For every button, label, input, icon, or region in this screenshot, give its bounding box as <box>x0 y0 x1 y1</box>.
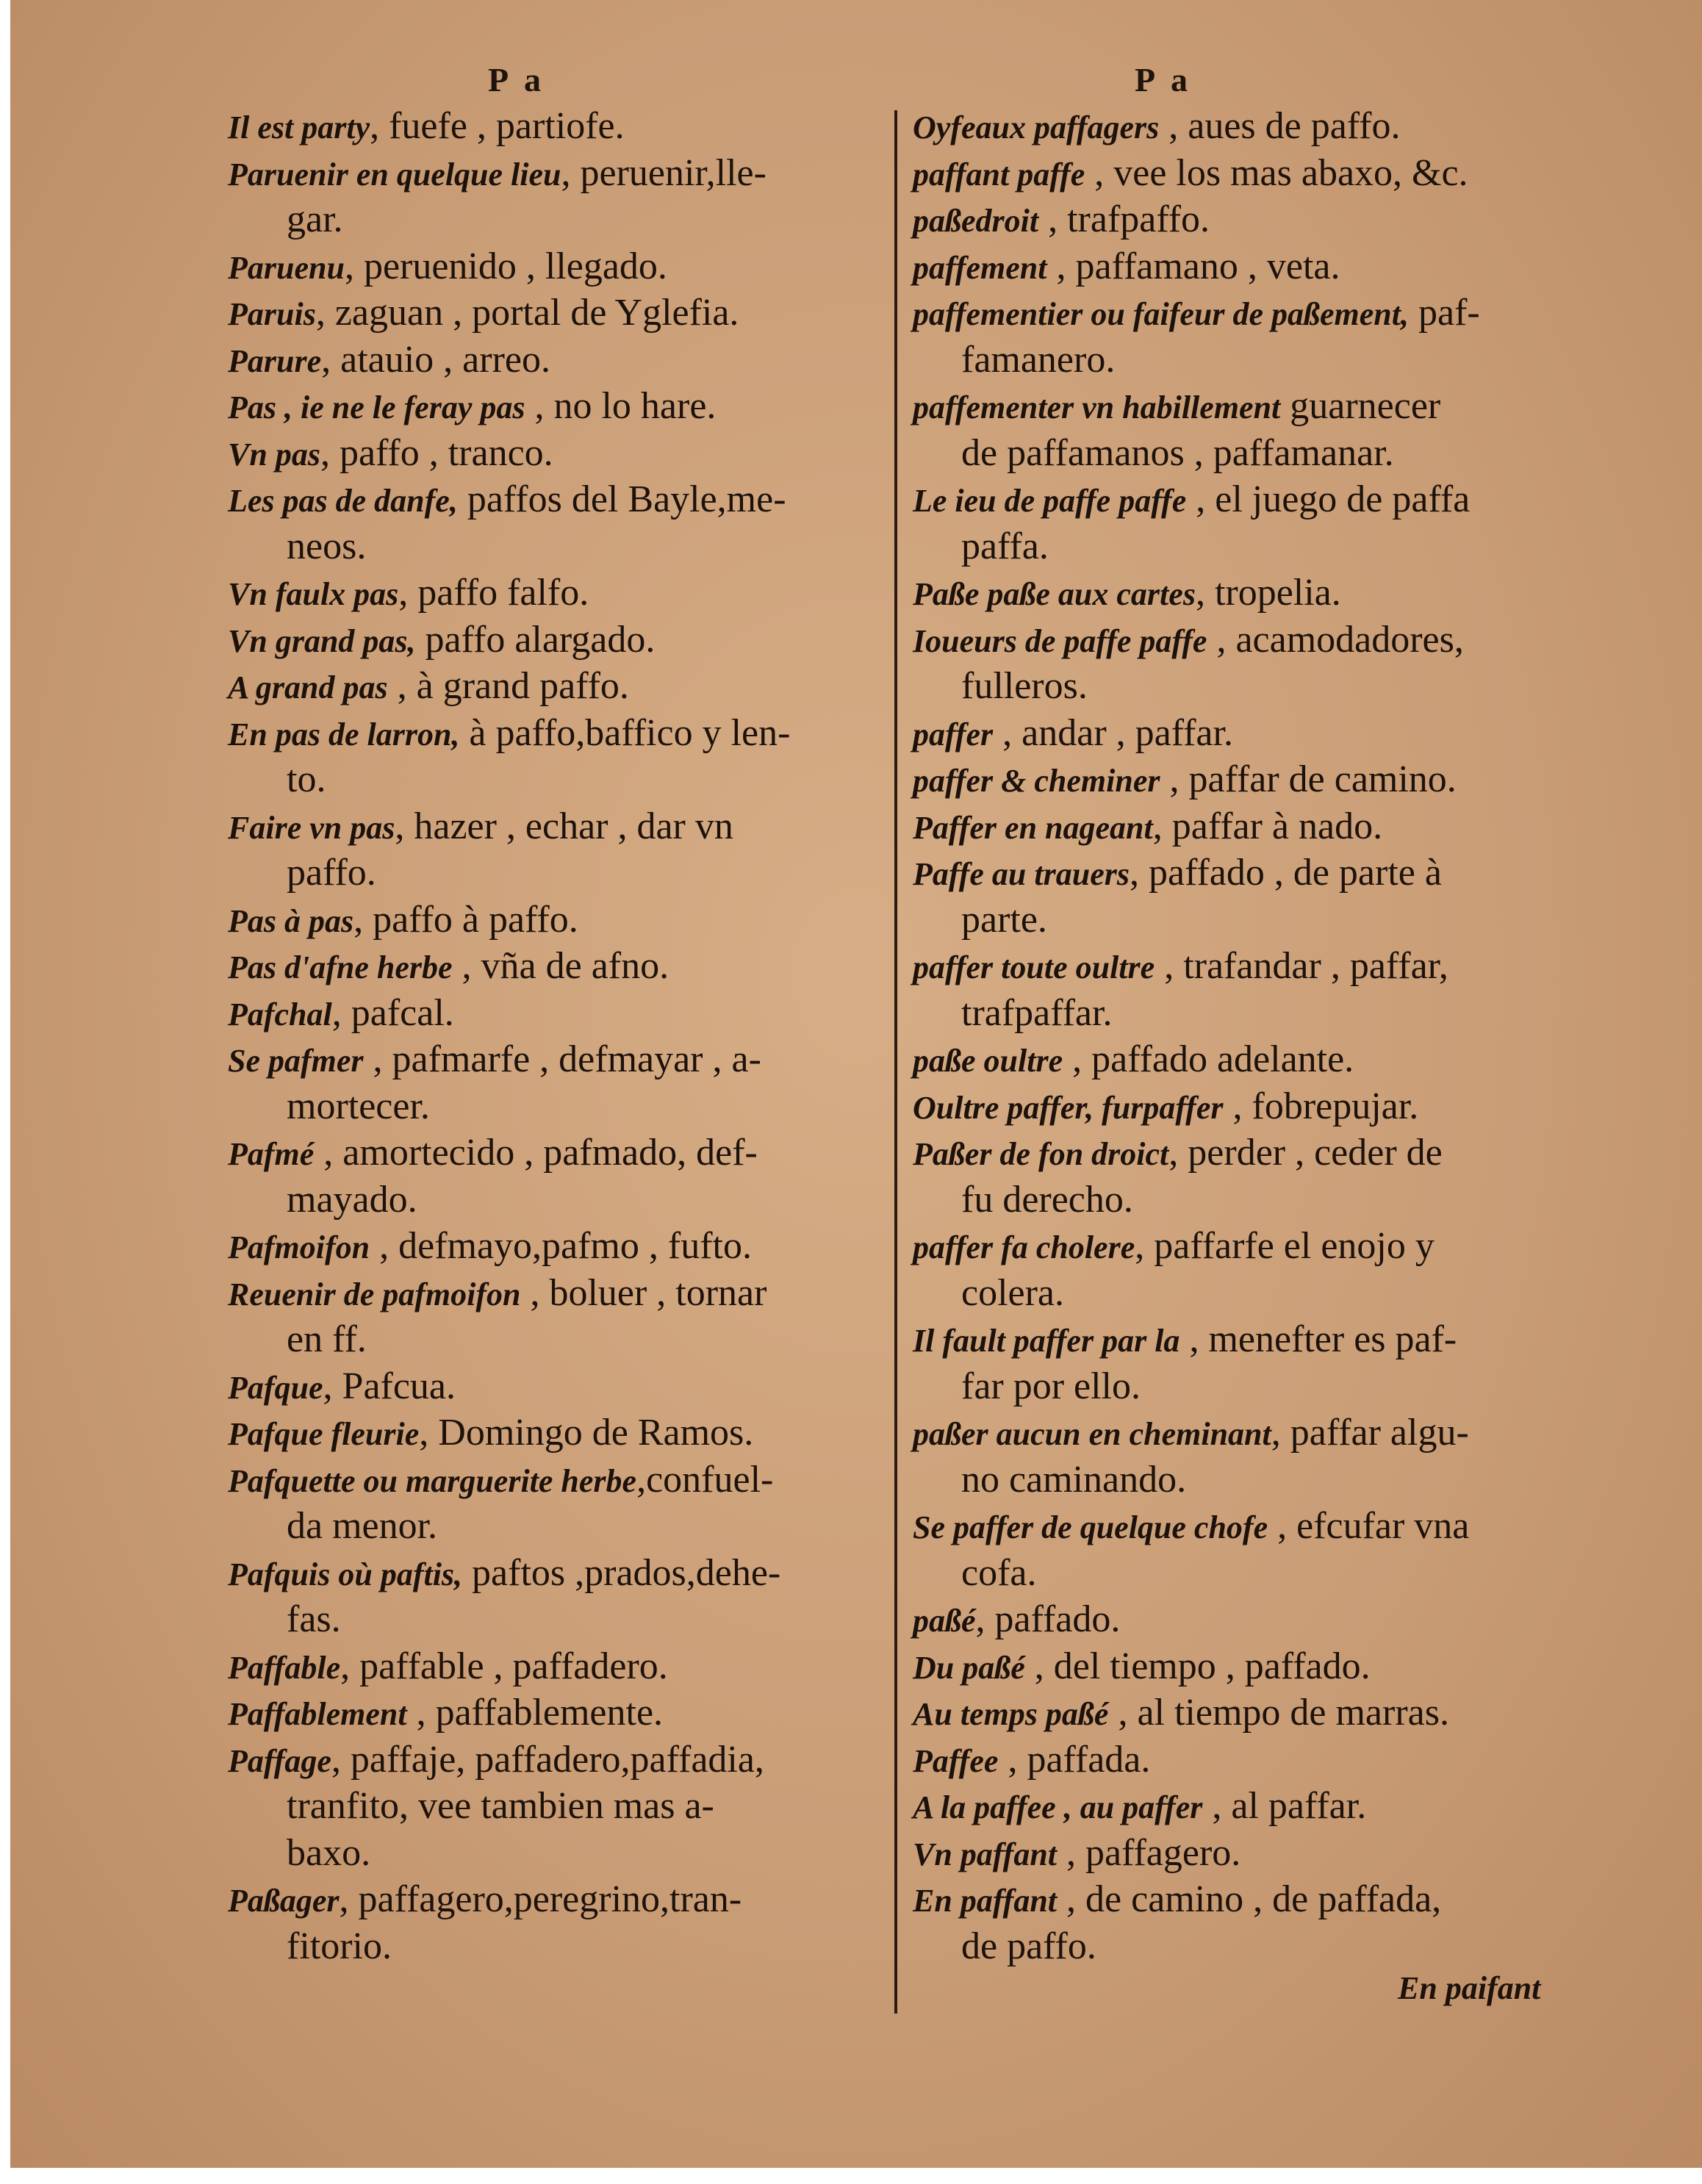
entry-term: paffementer vn habillement <box>913 389 1281 425</box>
dictionary-line <box>913 1596 1574 1643</box>
dictionary-line <box>913 1689 1574 1736</box>
entry-term: paffer toute oultre <box>913 949 1155 985</box>
entry-gloss: , paffo à paffo. <box>353 898 578 941</box>
entry-gloss: ,confuel- <box>636 1458 774 1501</box>
entry-term: Du paßé <box>913 1649 1025 1686</box>
entry-gloss: no caminando. <box>961 1458 1187 1501</box>
entry-term: A la paffee , au paffer <box>913 1789 1203 1825</box>
entry-gloss: trafpaffar. <box>961 991 1113 1034</box>
entry-gloss: , paffamano , veta. <box>1046 245 1340 287</box>
entry-gloss: , amortecido , pafmado, def- <box>314 1132 758 1174</box>
entry-gloss: , vña de afno. <box>452 945 669 987</box>
entry-gloss: , perder , ceder de <box>1168 1132 1443 1174</box>
dictionary-line <box>913 897 1574 944</box>
entry-term: Pafmoifon <box>228 1229 370 1265</box>
entry-gloss: de paffamanos , paffamanar. <box>961 431 1394 474</box>
entry-term: Paffage <box>228 1742 331 1779</box>
entry-term: Paffe au trauers <box>913 856 1130 892</box>
entry-gloss: , menefter es paf- <box>1179 1318 1457 1360</box>
entry-gloss: , Domingo de Ramos. <box>419 1412 754 1454</box>
column-rule <box>894 110 897 2014</box>
dictionary-line <box>913 1456 1574 1504</box>
dictionary-line <box>913 103 1574 150</box>
right-running-head: P a <box>1135 61 1193 98</box>
entry-term: Se paffer de quelque chofe <box>913 1509 1268 1545</box>
entry-gloss: , paffarfe el enojo y <box>1135 1225 1435 1267</box>
entry-gloss: paf- <box>1409 292 1480 334</box>
entry-gloss: , paffar de camino. <box>1160 758 1457 800</box>
catchword: En paifant <box>1398 1970 1541 2006</box>
left-column <box>228 103 875 1969</box>
dictionary-line <box>228 1177 875 1224</box>
dictionary-line <box>228 1129 875 1177</box>
dictionary-line <box>913 803 1574 850</box>
dictionary-line <box>913 337 1574 384</box>
dictionary-line <box>228 1783 875 1830</box>
entry-gloss: , paffagero,peregrino,tran- <box>339 1878 742 1920</box>
entry-gloss: , hazer , echar , dar vn <box>395 805 733 847</box>
entry-term: Pas , ie ne le feray pas <box>228 389 525 425</box>
entry-term: Vn grand pas, <box>228 622 416 659</box>
dictionary-line <box>228 1363 875 1410</box>
entry-gloss: , andar , paffar. <box>993 711 1233 754</box>
dictionary-line <box>228 943 875 990</box>
entry-gloss: , paffar algu- <box>1271 1412 1469 1454</box>
entry-term: Il fault paffer par la <box>913 1323 1180 1359</box>
dictionary-line <box>913 1129 1574 1177</box>
entry-gloss: cofa. <box>961 1551 1037 1594</box>
entry-gloss: , acamodadores, <box>1207 618 1464 661</box>
entry-term: Pafque fleurie <box>228 1416 420 1452</box>
entry-term: paßer aucun en cheminant <box>913 1416 1271 1452</box>
entry-gloss: colera. <box>961 1271 1065 1314</box>
dictionary-line <box>913 1177 1574 1224</box>
dictionary-line <box>228 430 875 477</box>
entry-gloss: tranfito, vee tambien mas a- <box>287 1785 714 1827</box>
dictionary-line <box>228 1036 875 1083</box>
entry-term: Pafmé <box>228 1136 315 1172</box>
dictionary-line <box>913 476 1574 523</box>
dictionary-line <box>228 1689 875 1736</box>
entry-gloss: mayado. <box>287 1178 417 1221</box>
entry-gloss: to. <box>287 758 326 800</box>
dictionary-line <box>913 196 1574 243</box>
dictionary-line <box>913 383 1574 430</box>
dictionary-line <box>228 663 875 710</box>
dictionary-line <box>228 803 875 850</box>
entry-term: Parure <box>228 342 322 379</box>
entry-gloss: guarnecer <box>1280 385 1441 427</box>
entry-gloss: far por ello. <box>961 1365 1141 1407</box>
entry-gloss: , el juego de paffa <box>1186 478 1471 520</box>
entry-gloss: , paffable , paffadero. <box>340 1645 668 1687</box>
entry-term: Au temps paßé <box>913 1696 1109 1732</box>
entry-gloss: fitorio. <box>287 1925 392 1967</box>
entry-term: Paßer de fon droict <box>913 1136 1169 1172</box>
entry-term: Vn faulx pas <box>228 576 399 612</box>
dictionary-line <box>228 337 875 384</box>
entry-gloss: , paffablemente. <box>406 1692 664 1734</box>
entry-gloss: , aues de paffo. <box>1159 105 1401 147</box>
entry-term: Reuenir de pafmoifon <box>228 1276 521 1312</box>
entry-term: A grand pas <box>228 669 388 705</box>
entry-term: Paruis <box>228 296 316 332</box>
entry-gloss: , pafcal. <box>331 991 454 1034</box>
dictionary-line <box>228 243 875 290</box>
dictionary-line <box>228 1736 875 1784</box>
entry-gloss: , boluer , tornar <box>520 1271 767 1314</box>
entry-term: Faire vn pas <box>228 809 395 846</box>
entry-term: Vn paffant <box>913 1836 1058 1872</box>
entry-term: Pas d'afne herbe <box>228 949 453 985</box>
entry-gloss: , paffar à nado. <box>1152 805 1383 847</box>
entry-gloss: , de camino , de paffada, <box>1057 1878 1442 1920</box>
right-column <box>913 103 1574 1969</box>
entry-term: paße oultre <box>913 1043 1063 1079</box>
dictionary-line <box>913 1876 1574 1923</box>
left-running-head: P a <box>488 61 546 98</box>
entry-gloss: en ff. <box>287 1318 367 1360</box>
dictionary-line <box>228 1596 875 1643</box>
entry-term: Paffee <box>913 1742 999 1779</box>
entry-gloss: famanero. <box>961 338 1116 381</box>
entry-term: paffementier ou faifeur de paßement, <box>913 296 1409 332</box>
dictionary-line <box>228 1316 875 1363</box>
entry-term: Paffer en nageant <box>913 809 1153 846</box>
entry-gloss: gar. <box>287 198 343 240</box>
dictionary-line <box>228 990 875 1037</box>
dictionary-line <box>228 1409 875 1456</box>
entry-gloss: , à grand paffo. <box>387 665 629 707</box>
entry-gloss: , paffado. <box>975 1598 1121 1640</box>
dictionary-line <box>913 943 1574 990</box>
entry-term: Pafquette ou marguerite herbe <box>228 1462 637 1499</box>
entry-gloss: neos. <box>287 525 367 567</box>
dictionary-line <box>228 150 875 197</box>
entry-gloss: à paffo,baffico y len- <box>459 711 791 754</box>
entry-term: paßé <box>913 1603 976 1639</box>
dictionary-line <box>228 103 875 150</box>
dictionary-line <box>228 196 875 243</box>
entry-gloss: , al paffar. <box>1202 1785 1367 1827</box>
dictionary-line <box>913 1036 1574 1083</box>
entry-gloss: , Pafcua. <box>323 1365 456 1407</box>
dictionary-line <box>913 849 1574 897</box>
dictionary-line <box>913 523 1574 570</box>
dictionary-line <box>913 1363 1574 1410</box>
dictionary-line <box>913 1083 1574 1130</box>
dictionary-line <box>228 617 875 664</box>
entry-gloss: , paffado adelante. <box>1063 1038 1354 1080</box>
dictionary-line <box>228 383 875 430</box>
dictionary-line <box>228 290 875 337</box>
entry-gloss: , vee los mas abaxo, &c. <box>1085 151 1468 194</box>
dictionary-line <box>228 849 875 897</box>
entry-gloss: paffo alargado. <box>415 618 656 661</box>
entry-term: Pafque <box>228 1369 323 1406</box>
dictionary-line <box>913 150 1574 197</box>
dictionary-line <box>913 430 1574 477</box>
entry-term: En pas de larron, <box>228 716 460 752</box>
dictionary-line <box>228 1876 875 1923</box>
entry-gloss: de paffo. <box>961 1925 1096 1967</box>
dictionary-line <box>228 1923 875 1970</box>
entry-gloss: , paffado , de parte à <box>1129 852 1442 894</box>
dictionary-line <box>913 1550 1574 1597</box>
entry-term: Pafquis où paftis, <box>228 1556 463 1592</box>
entry-gloss: , fuefe , partiofe. <box>370 105 625 147</box>
entry-gloss: fas. <box>287 1598 341 1640</box>
entry-term: Paruenu <box>228 249 345 286</box>
entry-gloss: , trafandar , paffar, <box>1155 945 1448 987</box>
entry-term: En paffant <box>913 1883 1058 1919</box>
dictionary-line <box>228 1456 875 1504</box>
entry-term: Vn pas <box>228 436 320 473</box>
entry-gloss: , tropelia. <box>1195 572 1341 614</box>
dictionary-line <box>913 243 1574 290</box>
entry-term: Le ieu de paffe paffe <box>913 483 1187 519</box>
dictionary-line <box>913 1316 1574 1363</box>
entry-gloss: paffa. <box>961 525 1049 567</box>
dictionary-line <box>228 570 875 617</box>
entry-gloss: , no lo hare. <box>525 385 717 427</box>
entry-gloss: , paffo , tranco. <box>320 431 553 474</box>
dictionary-line <box>228 1830 875 1877</box>
dictionary-line <box>228 710 875 757</box>
entry-gloss: , atauio , arreo. <box>321 338 550 381</box>
entry-gloss: paffos del Bayle,me- <box>457 478 786 520</box>
dictionary-line <box>228 1643 875 1690</box>
entry-term: Pafchal <box>228 996 332 1032</box>
entry-gloss: , al tiempo de marras. <box>1108 1692 1449 1734</box>
entry-term: Paße paße aux cartes <box>913 576 1196 612</box>
entry-gloss: baxo. <box>287 1831 371 1874</box>
entry-term: Oyfeaux paffagers <box>913 109 1160 146</box>
book-page <box>10 0 1702 2168</box>
entry-gloss: , efcufar vna <box>1268 1505 1470 1547</box>
dictionary-line <box>228 756 875 803</box>
dictionary-line <box>913 290 1574 337</box>
dictionary-line <box>913 1830 1574 1877</box>
dictionary-line <box>228 1503 875 1550</box>
dictionary-line <box>228 897 875 944</box>
entry-gloss: da menor. <box>287 1505 438 1547</box>
dictionary-line <box>913 570 1574 617</box>
entry-term: Il est party <box>228 109 370 146</box>
entry-term: Paffablement <box>228 1696 407 1732</box>
entry-gloss: , zaguan , portal de Yglefia. <box>315 292 739 334</box>
entry-term: paffement <box>913 249 1047 286</box>
entry-gloss: , peruenido , llegado. <box>344 245 667 287</box>
dictionary-line <box>913 617 1574 664</box>
entry-gloss: , peruenir,lle- <box>561 151 766 194</box>
dictionary-line <box>913 756 1574 803</box>
entry-gloss: paftos ,prados,dehe- <box>462 1551 781 1594</box>
entry-term: paffer & cheminer <box>913 763 1160 799</box>
entry-gloss: , defmayo,pafmo , fufto. <box>370 1225 752 1267</box>
dictionary-line <box>913 1409 1574 1456</box>
entry-gloss: , del tiempo , paffado. <box>1024 1645 1371 1687</box>
entry-gloss: mortecer. <box>287 1085 430 1127</box>
entry-gloss: , paffada. <box>998 1738 1151 1781</box>
dictionary-line <box>913 1503 1574 1550</box>
entry-term: Paruenir en quelque lieu <box>228 156 561 193</box>
entry-term: Pas à pas <box>228 902 354 939</box>
entry-gloss: , fobrepujar. <box>1223 1085 1419 1127</box>
entry-term: Paffable <box>228 1649 341 1686</box>
entry-gloss: , pafmarfe , defmayar , a- <box>363 1038 761 1080</box>
dictionary-line <box>228 476 875 523</box>
dictionary-line <box>228 523 875 570</box>
dictionary-line <box>913 1783 1574 1830</box>
dictionary-line <box>913 990 1574 1037</box>
dictionary-line <box>913 663 1574 710</box>
entry-term: paffer fa cholere <box>913 1229 1135 1265</box>
entry-gloss: , paffo falfo. <box>398 572 589 614</box>
entry-term: Oultre paffer, furpaffer <box>913 1089 1224 1126</box>
dictionary-line <box>913 1270 1574 1317</box>
entry-term: Ioueurs de paffe paffe <box>913 622 1207 659</box>
entry-gloss: parte. <box>961 898 1047 941</box>
dictionary-line <box>913 1643 1574 1690</box>
entry-term: Les pas de danfe, <box>228 483 458 519</box>
dictionary-line <box>913 710 1574 757</box>
dictionary-line <box>913 1736 1574 1784</box>
entry-gloss: fu derecho. <box>961 1178 1133 1221</box>
entry-gloss: , paffagero. <box>1057 1831 1241 1874</box>
dictionary-line <box>228 1083 875 1130</box>
dictionary-line <box>228 1550 875 1597</box>
entry-term: paffer <box>913 716 994 752</box>
dictionary-line <box>228 1223 875 1270</box>
entry-term: Se pafmer <box>228 1043 364 1079</box>
entry-term: paffant paffe <box>913 156 1085 193</box>
entry-term: Paßager <box>228 1883 340 1919</box>
dictionary-line <box>913 1223 1574 1270</box>
dictionary-line <box>228 1270 875 1317</box>
entry-gloss: fulleros. <box>961 665 1088 707</box>
entry-term: paßedroit <box>913 203 1039 239</box>
entry-gloss: paffo. <box>287 852 376 894</box>
entry-gloss: , paffaje, paffadero,paffadia, <box>331 1738 764 1781</box>
entry-gloss: , trafpaffo. <box>1038 198 1210 240</box>
dictionary-line <box>913 1923 1574 1970</box>
